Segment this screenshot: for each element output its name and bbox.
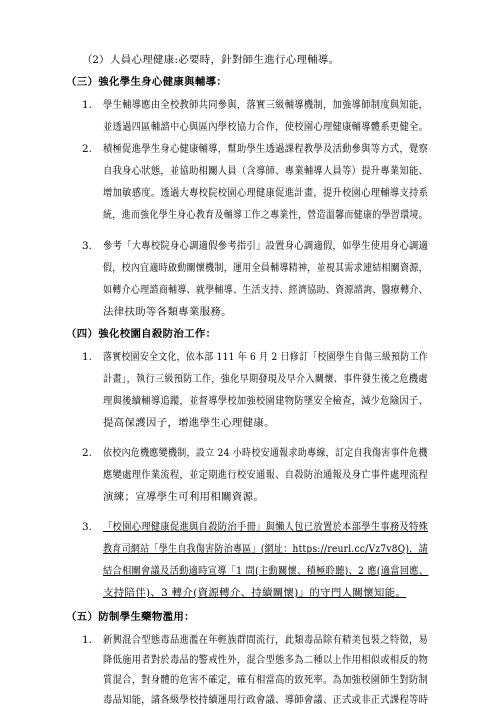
paragraph-line: 計畫」，執行三級預防工作，強化早期發現及早介入關懷、事件發生後之危機處 — [103, 373, 428, 385]
item-number: （2） — [82, 54, 110, 66]
section-heading: （五）防制學生藥物濫用： — [66, 611, 195, 623]
paragraph-line: 應變處理作業流程，並定期進行校安通報、自殺防治通報及身亡事件處理流程 — [103, 469, 429, 481]
item-number: 1. — [82, 351, 92, 363]
paragraph-line: 積極促進學生身心健康輔導，幫助學生透過課程教學及活動參與等方式，覺察 — [103, 143, 429, 155]
item-number: 2. — [82, 143, 92, 155]
paragraph-line: 降低施用者對於毒品的警戒性外，混合型態多為二種以上作用相似或相反的物 — [103, 654, 429, 666]
section-heading: （四）強化校園自殺防治工作： — [66, 328, 217, 340]
paragraph-line: 支持陪伴)、3 轉介(資源轉介、持續關懷)」的守門人關懷知能。 — [103, 587, 407, 599]
paragraph-line: 人員心理健康:必要時，針對師生進行心理輔導。 — [110, 54, 340, 66]
paragraph-line: 質混合，對身體的危害不確定，確有相當高的致死率。為加強校園師生對防制 — [103, 674, 429, 686]
paragraph-line: 法律扶助等各類專業服務。 — [103, 306, 232, 318]
paragraph-line: 並透過四區輔諮中心與區內學校協力合作，使校園心理健康輔導體系更健全。 — [103, 121, 429, 133]
paragraph-line: 增加敏感度。透過大專校院校園心理健康促進計畫，提升校園心理輔導支持系 — [103, 187, 429, 199]
paragraph-line: 自我身心狀態，並協助相關人員（含導師、專業輔導人員等）提升專業知能、 — [103, 165, 429, 177]
paragraph-line: 落實校園安全文化，依本部 111 年 6 月 2 日修訂「校園學生自傷三級預防工作 — [103, 351, 428, 363]
section-heading: （三）強化學生身心健康與輔導： — [66, 76, 228, 88]
paragraph-line: 結合相關會議及活動適時宣導「1 問(主動關懷、積極聆聽)、2 應(適當回應、 — [103, 565, 429, 577]
paragraph-line: 毒品知能，請各級學校持續運用行政會議、導師會議、正式或非正式課程等時 — [103, 694, 429, 706]
paragraph-line: 假，校內宜適時啟動關懷機制，運用全員輔導精神，並視其需求連結相關資源， — [103, 262, 428, 274]
paragraph-line: 演練；宣導學生可利用相關資源。 — [103, 491, 265, 503]
paragraph-line: 如轉介心理諮商輔導、就學輔導、生活支持、經濟協助、資源諮詢、醫療轉介、 — [103, 284, 428, 296]
paragraph-line: 教育司網站「學生自我傷害防治專區」(網址：https://reurl.cc/Vz7v8Q)，請 — [103, 543, 428, 555]
item-number: 1. — [82, 634, 92, 646]
item-number: 2. — [82, 447, 92, 459]
item-number: 3. — [82, 240, 92, 252]
paragraph-line: 提高保護因子，增進學生心理健康。 — [103, 417, 275, 429]
paragraph-line: 統，進而強化學生身心教育及輔導工作之專業性，營造溫馨而健康的學習環境。 — [103, 209, 428, 221]
paragraph-line: 理與後續輔導追蹤，並督導學校加強校園建物防墜安全檢查，減少危險因子、 — [103, 395, 429, 407]
item-number: 3. — [82, 521, 92, 533]
paragraph-line: 「校園心理健康促進與自殺防治手冊」與懶人包已放置於本部學生事務及特殊 — [103, 521, 429, 533]
paragraph-line: 依校內危機應變機制，設立 24 小時校安通報求助專線，訂定自我傷害事件危機 — [103, 447, 428, 459]
item-number: 1. — [82, 99, 92, 111]
paragraph-line: 新興混合型態毒品進濫在年輕族群間流行，此類毒品除有精美包裝之特徵，易 — [103, 634, 429, 646]
paragraph-line: 學生輔導應由全校教師共同參與，落實三級輔導機制，加強導師制度與知能， — [103, 99, 429, 111]
paragraph-line: 參考「大專校院身心調適假參考指引」設置身心調適假，如學生使用身心調適 — [103, 240, 429, 252]
